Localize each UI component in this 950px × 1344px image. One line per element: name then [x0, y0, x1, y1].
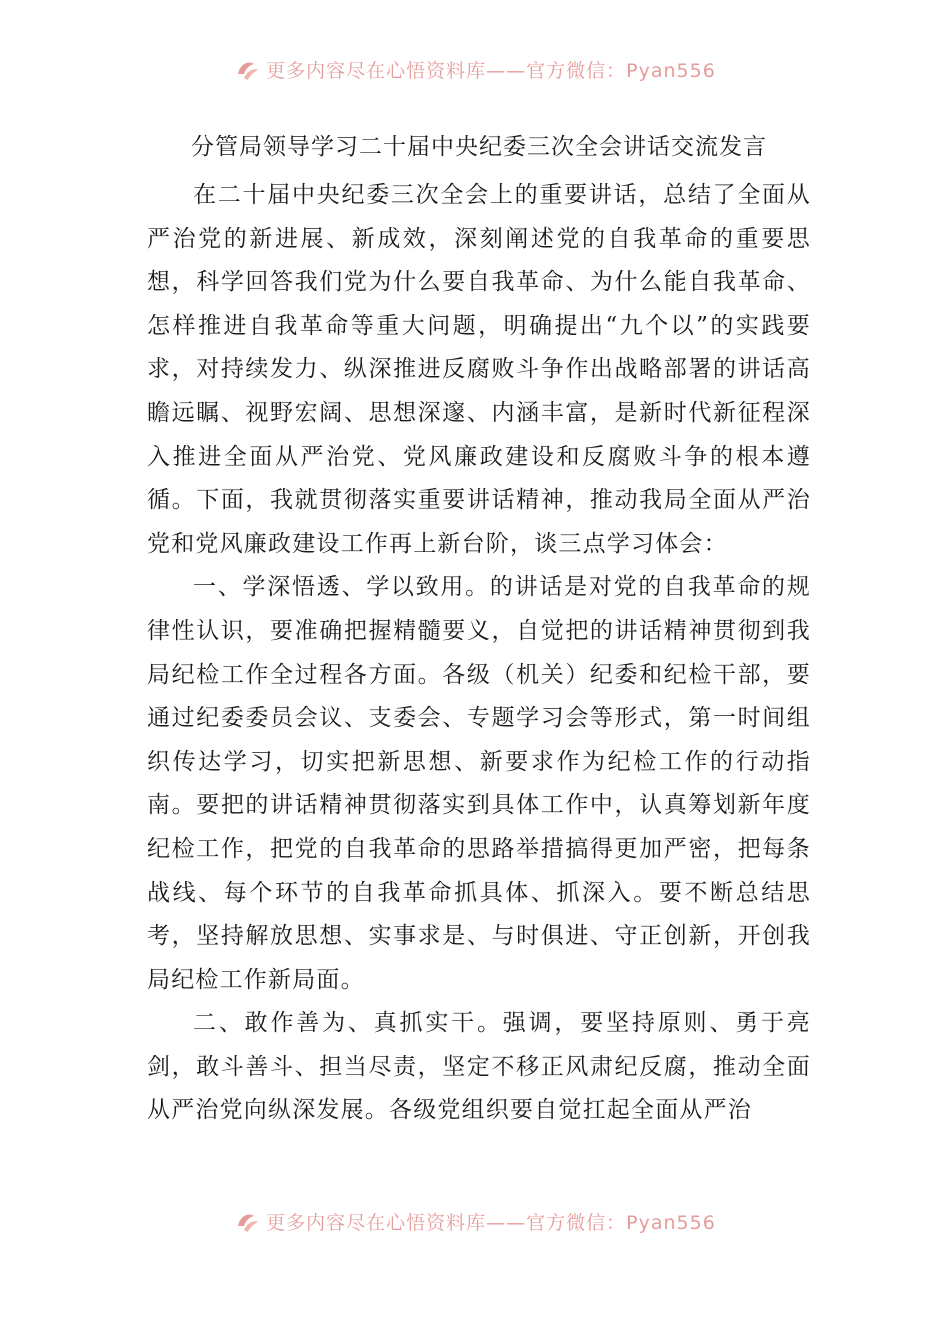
- watermark-header: [0, 52, 950, 86]
- paragraph-point-two: 二、敢作善为、真抓实干。强调，要坚持原则、勇于亮剑，敢斗善斗、担当尽责，坚定不移正风肃纪反腐，推动全面从严治党向纵深发展。各级党组织要自觉扛起全面从严治: [147, 1010, 811, 1124]
- watermark-text: 更多内容尽在心悟资料库——官方微信：Pyan556: [266, 1211, 716, 1234]
- brand-logo-icon: [234, 56, 260, 82]
- document-body: [147, 120, 811, 1133]
- paragraph-intro: 在二十届中央纪委三次全会上的重要讲话，总结了全面从严治党的新进展、新成效，深刻阐述党的自我革命的重要思想，科学回答我们党为什么要自我革命、为什么能自我革命、怎样推进自我革命等重大问题，明确提出“九个以”的实践要求，对持续发力、纵深推进反腐败斗争作出战略部署的讲话高瞻远瞩、视野宏阔、思想深邃、内涵丰富，是新时代新征程深入推进全面从严治党、党风廉政建设和反腐败斗争的根本遵循。下面，我就贯彻落实重要讲话精神，推动我局全面从严治党和党风廉政建设工作再上新台阶，谈三点学习体会：: [147, 182, 811, 557]
- document-title: 分管局领导学习二十届中央纪委三次全会讲话交流发言: [191, 134, 767, 160]
- brand-logo-icon: [234, 1208, 260, 1234]
- paragraph-point-one: 一、学深悟透、学以致用。的讲话是对党的自我革命的规律性认识，要准确把握精髓要义，自觉把的讲话精神贯彻到我局纪检工作全过程各方面。各级（机关）纪委和纪检干部，要通过纪委委员会议、支委会、专题学习会等形式，第一时间组织传达学习，切实把新思想、新要求作为纪检工作的行动指南。要把的讲话精神贯彻落实到具体工作中，认真筹划新年度纪检工作，把党的自我革命的思路举措搞得更加严密，把每条战线、每个环节的自我革命抓具体、抓深入。要不断总结思考，坚持解放思想、实事求是、与时俱进、守正创新，开创我局纪检工作新局面。: [147, 574, 811, 993]
- watermark-text: 更多内容尽在心悟资料库——官方微信：Pyan556: [266, 59, 716, 82]
- watermark-footer: [0, 1204, 950, 1238]
